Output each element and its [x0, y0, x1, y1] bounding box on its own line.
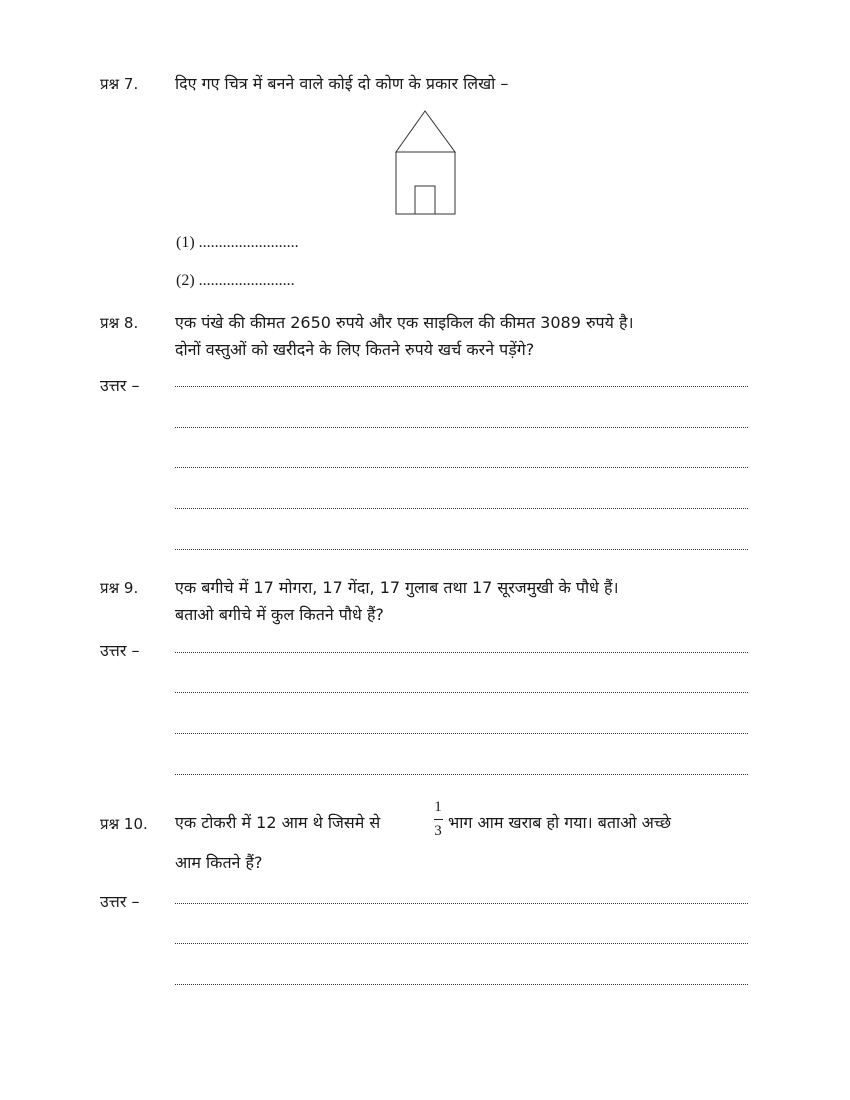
q9-label: प्रश्न 9.: [100, 579, 139, 597]
q7-blank-2: (2) ........................: [176, 272, 295, 289]
q7-label: प्रश्न 7.: [100, 75, 139, 93]
q9-answer-label: उत्तर –: [100, 641, 140, 660]
q10-text-before: एक टोकरी में 12 आम थे जिसमे से: [175, 813, 381, 832]
house-figure-icon: [390, 108, 462, 218]
q10-fraction-numerator: 1: [434, 799, 442, 815]
q10-fraction-bar: [434, 819, 443, 820]
q10-line-2: आम कितने हैं?: [175, 853, 263, 872]
q9-answer-line: [175, 733, 748, 734]
q9-answer-line: [175, 652, 748, 653]
q10-answer-label: उत्तर –: [100, 892, 140, 911]
q10-text-after: भाग आम खराब हो गया। बताओ अच्छे: [448, 813, 671, 832]
house-door: [415, 186, 435, 214]
q8-answer-line: [175, 467, 748, 468]
q9-line-2: बताओ बगीचे में कुल कितने पौधे हैं?: [175, 605, 384, 624]
q7-blank-1: (1) .........................: [176, 234, 299, 251]
q8-answer-line: [175, 386, 748, 387]
q7-text: दिए गए चित्र में बनने वाले कोई दो कोण के प्रकार लिखो –: [175, 74, 509, 93]
q8-line-1: एक पंखे की कीमत 2650 रुपये और एक साइकिल की कीमत 3089 रुपये है।: [175, 313, 634, 332]
q10-label: प्रश्न 10.: [100, 815, 148, 833]
q8-answer-line: [175, 549, 748, 550]
q10-answer-line: [175, 984, 748, 985]
q10-answer-line: [175, 943, 748, 944]
q10-fraction-denominator: 3: [434, 823, 442, 839]
q8-line-2: दोनों वस्तुओं को खरीदने के लिए कितने रुपये खर्च करने पड़ेंगे?: [175, 340, 535, 359]
q8-answer-line: [175, 508, 748, 509]
q10-answer-line: [175, 903, 748, 904]
q8-label: प्रश्न 8.: [100, 314, 139, 332]
q8-answer-label: उत्तर –: [100, 376, 140, 395]
q9-answer-line: [175, 692, 748, 693]
house-roof: [396, 111, 455, 152]
q9-answer-line: [175, 774, 748, 775]
house-wall: [396, 152, 455, 214]
q9-line-1: एक बगीचे में 17 मोगरा, 17 गेंदा, 17 गुलाब तथा 17 सूरजमुखी के पौधे हैं।: [175, 578, 619, 597]
q8-answer-line: [175, 427, 748, 428]
